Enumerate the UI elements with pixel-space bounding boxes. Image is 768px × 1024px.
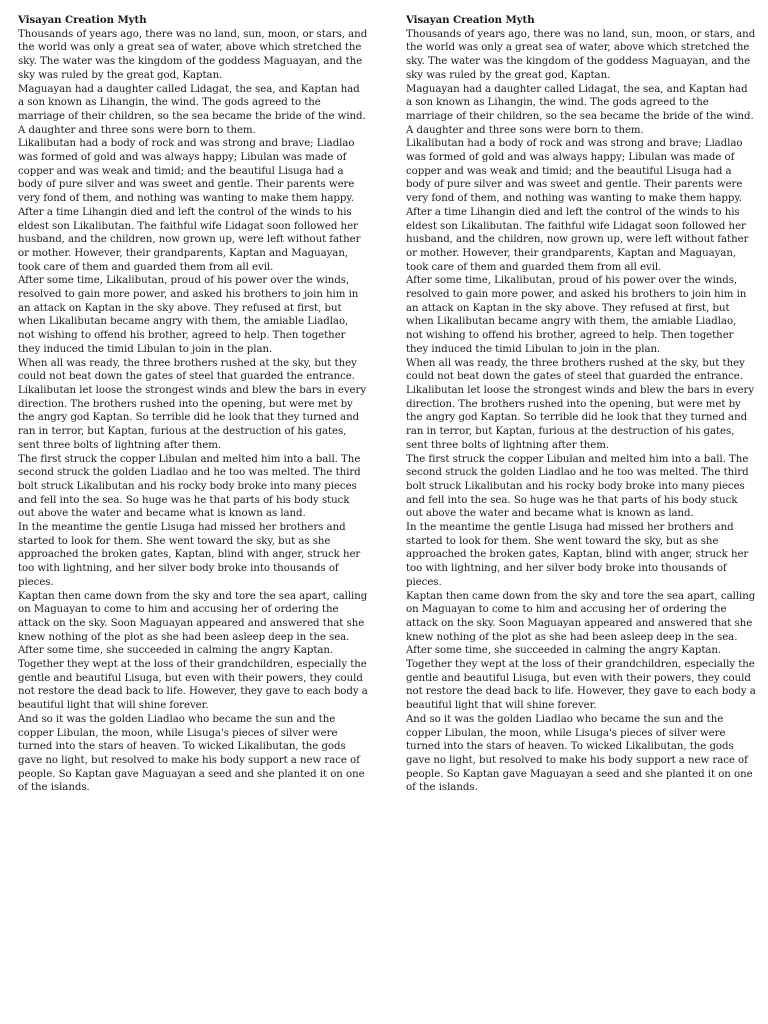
text-column-right [406, 14, 756, 795]
paragraph: Kaptan then came down from the sky and tore the sea apart, calling on Maguayan to come to him and accusing her of ordering the attack on the sky. Soon Maguayan appeared and answered that she knew nothing of the plot as she had been asleep deep in the sea. After some time, she succeeded in calming the angry Kaptan. Together they wept at the loss of their grandchildren, especially the gentle and beautiful Lisuga, but even with their powers, they could not restore the dead back to life. However, they gave to each body a beautiful light that will shine forever. [406, 590, 756, 712]
paragraph: A daughter and three sons were born to them. [406, 124, 644, 136]
paragraph: The first struck the copper Libulan and melted him into a ball. The second struck the golden Liadlao and he too was melted. The third bolt struck Likalibutan and his rocky body broke into many pieces and fell into the sea. So huge was he that parts of his body stuck out above the water and became what is known as land. [406, 453, 749, 520]
paragraph: Kaptan then came down from the sky and tore the sea apart, calling on Maguayan to come to him and accusing her of ordering the attack on the sky. Soon Maguayan appeared and answered that she knew nothing of the plot as she had been asleep deep in the sea. After some time, she succeeded in calming the angry Kaptan. Together they wept at the loss of their grandchildren, especially the gentle and beautiful Lisuga, but even with their powers, they could not restore the dead back to life. However, they gave to each body a beautiful light that will shine forever. [18, 590, 368, 712]
text-column-left [18, 14, 368, 795]
paragraph: After some time, Likalibutan, proud of his power over the winds, resolved to gain more power, and asked his brothers to join him in an attack on Kaptan in the sky above. They refused at first, but when Likalibutan became angry with them, the amiable Liadlao, not wishing to offend his brother, agreed to help. Then together they induced the timid Libulan to join in the plan. [406, 275, 747, 355]
paragraph: Thousands of years ago, there was no land, sun, moon, or stars, and the world was only a great sea of water, above which stretched the sky. The water was the kingdom of the goddess Maguayan, and the sky was ruled by the great god, Kaptan. [406, 28, 756, 81]
paragraph: After some time, Likalibutan, proud of his power over the winds, resolved to gain more power, and asked his brothers to join him in an attack on Kaptan in the sky above. They refused at first, but when Likalibutan became angry with them, the amiable Liadlao, not wishing to offend his brother, agreed to help. Then together they induced the timid Libulan to join in the plan. [18, 275, 359, 355]
paragraph: Likalibutan had a body of rock and was strong and brave; Liadlao was formed of gold and was always happy; Libulan was made of copper and was weak and timid; and the beautiful Lisuga had a body of pure silver and was sweet and gentle. Their parents were very fond of them, and nothing was wanting to make them happy. [18, 138, 355, 205]
paragraph: And so it was the golden Liadlao who became the sun and the copper Libulan, the moon, while Lisuga's pieces of silver were turned into the stars of heaven. To wicked Likalibutan, the gods gave no light, but resolved to make his body support a new race of people. So Kaptan gave Maguayan a seed and she planted it on one of the islands. [406, 713, 753, 794]
paragraph: The first struck the copper Libulan and melted him into a ball. The second struck the golden Liadlao and he too was melted. The third bolt struck Likalibutan and his rocky body broke into many pieces and fell into the sea. So huge was he that parts of his body stuck out above the water and became what is known as land. [18, 453, 361, 520]
paragraph: When all was ready, the three brothers rushed at the sky, but they could not beat down the gates of steel that guarded the entrance. Likalibutan let loose the strongest winds and blew the bars in every direction. The brothers rushed into the opening, but were met by the angry god Kaptan. So terrible did he look that they turned and ran in terror, but Kaptan, furious at the destruction of his gates, sent three bolts of lightning after them. [18, 357, 367, 451]
paragraph: And so it was the golden Liadlao who became the sun and the copper Libulan, the moon, while Lisuga's pieces of silver were turned into the stars of heaven. To wicked Likalibutan, the gods gave no light, but resolved to make his body support a new race of people. So Kaptan gave Maguayan a seed and she planted it on one of the islands. [18, 713, 365, 794]
paragraph: When all was ready, the three brothers rushed at the sky, but they could not beat down the gates of steel that guarded the entrance. Likalibutan let loose the strongest winds and blew the bars in every direction. The brothers rushed into the opening, but were met by the angry god Kaptan. So terrible did he look that they turned and ran in terror, but Kaptan, furious at the destruction of his gates, sent three bolts of lightning after them. [406, 357, 755, 451]
paragraph: Thousands of years ago, there was no land, sun, moon, or stars, and the world was only a great sea of water, above which stretched the sky. The water was the kingdom of the goddess Maguayan, and the sky was ruled by the great god, Kaptan. [18, 28, 368, 81]
paragraph: A daughter and three sons were born to them. [18, 124, 256, 136]
paragraph: Maguayan had a daughter called Lidagat, the sea, and Kaptan had a son known as Lihangin, the wind. The gods agreed to the marriage of their children, so the sea became the bride of the wind. [18, 83, 366, 122]
document-title: Visayan Creation Myth [406, 14, 535, 26]
document-title: Visayan Creation Myth [18, 14, 147, 26]
paragraph: In the meantime the gentle Lisuga had missed her brothers and started to look for them. She went toward the sky, but as she approached the broken gates, Kaptan, blind with anger, struck her too with lightning, and her silver body broke into thousands of pieces. [18, 522, 361, 588]
paragraph: After a time Lihangin died and left the control of the winds to his eldest son Likalibutan. The faithful wife Lidagat soon followed her husband, and the children, now grown up, were left without father or mother. However, their grandparents, Kaptan and Maguayan, took care of them and guarded them from all evil. [406, 206, 749, 273]
paragraph: Maguayan had a daughter called Lidagat, the sea, and Kaptan had a son known as Lihangin, the wind. The gods agreed to the marriage of their children, so the sea became the bride of the wind. [406, 83, 754, 122]
paragraph: After a time Lihangin died and left the control of the winds to his eldest son Likalibutan. The faithful wife Lidagat soon followed her husband, and the children, now grown up, were left without father or mother. However, their grandparents, Kaptan and Maguayan, took care of them and guarded them from all evil. [18, 206, 361, 273]
paragraph: Likalibutan had a body of rock and was strong and brave; Liadlao was formed of gold and was always happy; Libulan was made of copper and was weak and timid; and the beautiful Lisuga had a body of pure silver and was sweet and gentle. Their parents were very fond of them, and nothing was wanting to make them happy. [406, 138, 743, 205]
paragraph: In the meantime the gentle Lisuga had missed her brothers and started to look for them. She went toward the sky, but as she approached the broken gates, Kaptan, blind with anger, struck her too with lightning, and her silver body broke into thousands of pieces. [406, 522, 749, 588]
